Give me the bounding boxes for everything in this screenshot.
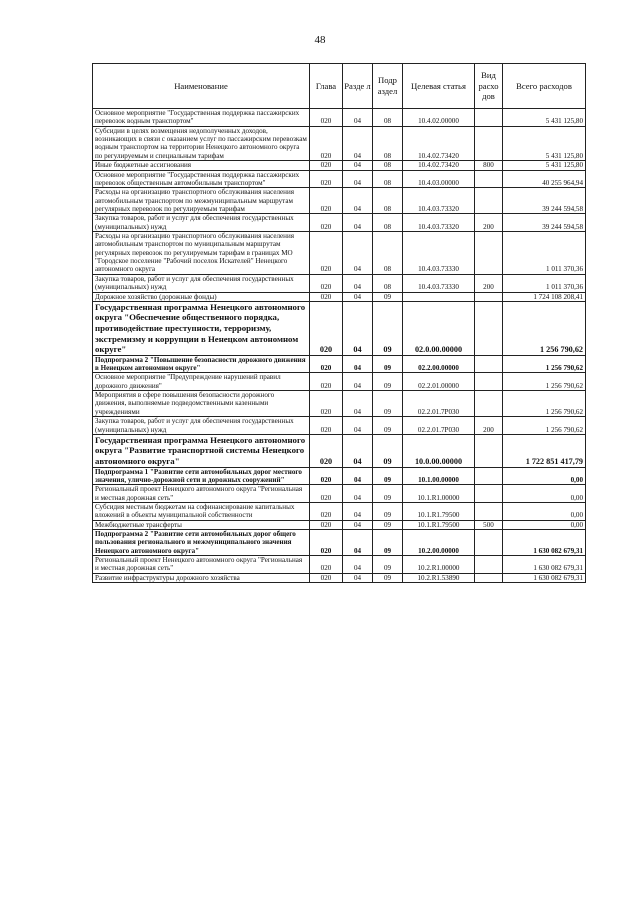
cell-chapter: 020 xyxy=(310,188,343,214)
cell-target-article: 02.2.01.7Р030 xyxy=(403,391,475,417)
cell-target-article: 10.1.R1.79500 xyxy=(403,520,475,529)
cell-chapter: 020 xyxy=(310,214,343,232)
cell-subsection: 08 xyxy=(373,214,403,232)
cell-chapter: 020 xyxy=(310,109,343,127)
cell-name: Мероприятия в сфере повышения безопасности дорожного движения, выполняемые подведомственными казенными учреждениями xyxy=(93,391,310,417)
cell-chapter: 020 xyxy=(310,417,343,435)
cell-expense-type xyxy=(475,301,503,355)
header-name: Наименование xyxy=(93,64,310,109)
header-chapter: Глава xyxy=(310,64,343,109)
cell-subsection: 08 xyxy=(373,109,403,127)
cell-total: 1 630 082 679,31 xyxy=(503,556,586,574)
header-total: Всего расходов xyxy=(503,64,586,109)
cell-section: 04 xyxy=(343,170,373,188)
cell-target-article: 10.4.03.73330 xyxy=(403,274,475,292)
cell-chapter: 020 xyxy=(310,434,343,467)
cell-subsection: 08 xyxy=(373,170,403,188)
cell-total: 1 630 082 679,31 xyxy=(503,573,586,582)
cell-total: 1 630 082 679,31 xyxy=(503,530,586,556)
cell-subsection: 09 xyxy=(373,355,403,373)
cell-subsection: 08 xyxy=(373,161,403,170)
cell-chapter: 020 xyxy=(310,373,343,391)
table-row xyxy=(93,214,586,232)
cell-expense-type xyxy=(475,502,503,520)
cell-name: Расходы на организацию транспортного обслуживания населения автомобильным транспортом по муниципальным маршрутам регулярных перевозок по регулируемым тарифам в границах МО "Городское поселение "Рабочий поселок Искателей" Ненецкого автономного округа xyxy=(93,232,310,275)
cell-section: 04 xyxy=(343,232,373,275)
cell-expense-type xyxy=(475,355,503,373)
cell-target-article: 10.4.03.73320 xyxy=(403,214,475,232)
cell-chapter: 020 xyxy=(310,292,343,301)
cell-name: Основное мероприятие "Предупреждение нарушений правил дорожного движения" xyxy=(93,373,310,391)
cell-section: 04 xyxy=(343,161,373,170)
cell-total: 0,00 xyxy=(503,467,586,485)
table-row xyxy=(93,434,586,467)
cell-expense-type: 800 xyxy=(475,161,503,170)
cell-target-article: 02.0.00.00000 xyxy=(403,301,475,355)
cell-section: 04 xyxy=(343,502,373,520)
cell-subsection: 09 xyxy=(373,391,403,417)
cell-subsection: 09 xyxy=(373,417,403,435)
cell-chapter: 020 xyxy=(310,530,343,556)
cell-subsection: 09 xyxy=(373,373,403,391)
table-row xyxy=(93,301,586,355)
cell-section: 04 xyxy=(343,520,373,529)
cell-target-article: 10.2.R1.00000 xyxy=(403,556,475,574)
cell-target-article: 02.2.00.00000 xyxy=(403,355,475,373)
table-row xyxy=(93,417,586,435)
cell-expense-type xyxy=(475,373,503,391)
cell-name: Основное мероприятие "Государственная поддержка пассажирских перевозок общественным автомобильным транспортом" xyxy=(93,170,310,188)
table-row xyxy=(93,391,586,417)
cell-section: 04 xyxy=(343,126,373,160)
table-row xyxy=(93,573,586,582)
cell-target-article: 10.4.02.00000 xyxy=(403,109,475,127)
cell-total: 1 724 108 208,41 xyxy=(503,292,586,301)
table-row xyxy=(93,232,586,275)
cell-name: Государственная программа Ненецкого автономного округа "Обеспечение общественного порядка, противодействие преступности, терроризму, экстремизму и коррупции в Ненецком автономном округе" xyxy=(93,301,310,355)
table-row xyxy=(93,556,586,574)
cell-name: Межбюджетные трансферты xyxy=(93,520,310,529)
cell-name: Иные бюджетные ассигнования xyxy=(93,161,310,170)
cell-total: 5 431 125,80 xyxy=(503,161,586,170)
cell-target-article: 10.0.00.00000 xyxy=(403,434,475,467)
cell-chapter: 020 xyxy=(310,355,343,373)
cell-section: 04 xyxy=(343,530,373,556)
cell-chapter: 020 xyxy=(310,391,343,417)
cell-expense-type: 200 xyxy=(475,214,503,232)
cell-section: 04 xyxy=(343,109,373,127)
table-row xyxy=(93,292,586,301)
cell-target-article: 10.4.03.73330 xyxy=(403,232,475,275)
cell-subsection: 08 xyxy=(373,232,403,275)
cell-expense-type xyxy=(475,232,503,275)
cell-expense-type: 200 xyxy=(475,417,503,435)
cell-total: 5 431 125,80 xyxy=(503,126,586,160)
cell-total: 40 255 964,94 xyxy=(503,170,586,188)
cell-subsection: 09 xyxy=(373,301,403,355)
cell-target-article: 10.2.00.00000 xyxy=(403,530,475,556)
cell-section: 04 xyxy=(343,434,373,467)
cell-expense-type xyxy=(475,170,503,188)
cell-total: 1 256 790,62 xyxy=(503,391,586,417)
header-target-article: Целевая статья xyxy=(403,64,475,109)
cell-expense-type: 200 xyxy=(475,274,503,292)
cell-expense-type xyxy=(475,467,503,485)
cell-target-article: 10.4.02.73420 xyxy=(403,161,475,170)
header-section: Разде л xyxy=(343,64,373,109)
cell-subsection: 09 xyxy=(373,556,403,574)
cell-section: 04 xyxy=(343,485,373,503)
cell-name: Расходы на организацию транспортного обслуживания населения автомобильным транспортом по межмуниципальным маршрутам регулярных перевозок по регулируемым тарифам xyxy=(93,188,310,214)
cell-subsection: 09 xyxy=(373,467,403,485)
cell-chapter: 020 xyxy=(310,232,343,275)
cell-target-article: 10.1.R1.79500 xyxy=(403,502,475,520)
cell-total: 0,00 xyxy=(503,502,586,520)
cell-subsection: 09 xyxy=(373,530,403,556)
cell-expense-type: 500 xyxy=(475,520,503,529)
cell-section: 04 xyxy=(343,301,373,355)
cell-name: Региональный проект Ненецкого автономного округа "Региональная и местная дорожная сеть" xyxy=(93,485,310,503)
cell-total: 1 011 370,36 xyxy=(503,232,586,275)
cell-section: 04 xyxy=(343,292,373,301)
table-row xyxy=(93,502,586,520)
cell-chapter: 020 xyxy=(310,170,343,188)
cell-chapter: 020 xyxy=(310,301,343,355)
cell-chapter: 020 xyxy=(310,573,343,582)
cell-total: 39 244 594,58 xyxy=(503,188,586,214)
cell-name: Подпрограмма 2 "Развитие сети автомобильных дорог общего пользования регионального и межмуниципального значения Ненецкого автономного округа" xyxy=(93,530,310,556)
cell-section: 04 xyxy=(343,391,373,417)
cell-target-article: 10.1.R1.00000 xyxy=(403,485,475,503)
cell-name: Государственная программа Ненецкого автономного округа "Развитие транспортной системы Ненецкого автономного округа" xyxy=(93,434,310,467)
cell-name: Подпрограмма 1 "Развитие сети автомобильных дорог местного значения, улично-дорожной сети и дорожных сооружений" xyxy=(93,467,310,485)
cell-expense-type xyxy=(475,109,503,127)
cell-section: 04 xyxy=(343,188,373,214)
cell-expense-type xyxy=(475,530,503,556)
cell-total: 0,00 xyxy=(503,520,586,529)
table-row xyxy=(93,355,586,373)
table-row xyxy=(93,109,586,127)
page-number: 48 xyxy=(314,34,326,46)
table-row xyxy=(93,170,586,188)
cell-chapter: 020 xyxy=(310,126,343,160)
table-row xyxy=(93,520,586,529)
cell-chapter: 020 xyxy=(310,485,343,503)
cell-target-article: 10.2.R1.53890 xyxy=(403,573,475,582)
cell-target-article: 02.2.01.7Р030 xyxy=(403,417,475,435)
cell-subsection: 09 xyxy=(373,292,403,301)
cell-target-article: 10.1.00.00000 xyxy=(403,467,475,485)
cell-subsection: 08 xyxy=(373,188,403,214)
cell-expense-type xyxy=(475,126,503,160)
cell-subsection: 09 xyxy=(373,434,403,467)
header-row xyxy=(93,64,586,109)
cell-subsection: 08 xyxy=(373,126,403,160)
cell-name: Субсидия местным бюджетам на софинансирование капитальных вложений в объекты муниципальной собственности xyxy=(93,502,310,520)
cell-expense-type xyxy=(475,391,503,417)
cell-subsection: 09 xyxy=(373,520,403,529)
cell-chapter: 020 xyxy=(310,161,343,170)
table-row xyxy=(93,373,586,391)
cell-name: Региональный проект Ненецкого автономного округа "Региональная и местная дорожная сеть" xyxy=(93,556,310,574)
table-row xyxy=(93,485,586,503)
cell-subsection: 08 xyxy=(373,274,403,292)
cell-target-article: 10.4.03.00000 xyxy=(403,170,475,188)
budget-table xyxy=(92,63,586,583)
cell-section: 04 xyxy=(343,417,373,435)
cell-total: 1 256 790,62 xyxy=(503,301,586,355)
cell-total: 1 256 790,62 xyxy=(503,355,586,373)
cell-total: 0,00 xyxy=(503,485,586,503)
cell-name: Подпрограмма 2 "Повышение безопасности дорожного движения в Ненецком автономном округе" xyxy=(93,355,310,373)
cell-name: Дорожное хозяйство (дорожные фонды) xyxy=(93,292,310,301)
header-expense-type: Вид расхо дов xyxy=(475,64,503,109)
cell-total: 1 722 851 417,79 xyxy=(503,434,586,467)
table-row xyxy=(93,188,586,214)
cell-name: Развитие инфраструктуры дорожного хозяйства xyxy=(93,573,310,582)
cell-expense-type xyxy=(475,556,503,574)
table-row xyxy=(93,274,586,292)
cell-target-article: 02.2.01.00000 xyxy=(403,373,475,391)
header-subsection: Подр аздел xyxy=(373,64,403,109)
cell-section: 04 xyxy=(343,355,373,373)
cell-subsection: 09 xyxy=(373,573,403,582)
cell-section: 04 xyxy=(343,214,373,232)
cell-name: Субсидии в целях возмещения недополученных доходов, возникающих в связи с оказанием услуг по пассажирским перевозкам водным транспортом на территории Ненецкого автономного округа по регулируемым и специальным тарифам xyxy=(93,126,310,160)
cell-expense-type xyxy=(475,485,503,503)
cell-name: Закупка товаров, работ и услуг для обеспечения государственных (муниципальных) нужд xyxy=(93,417,310,435)
cell-expense-type xyxy=(475,292,503,301)
cell-chapter: 020 xyxy=(310,274,343,292)
cell-target-article: 10.4.03.73320 xyxy=(403,188,475,214)
cell-name: Основное мероприятие "Государственная поддержка пассажирских перевозок водным транспортом" xyxy=(93,109,310,127)
cell-total: 1 011 370,36 xyxy=(503,274,586,292)
cell-section: 04 xyxy=(343,467,373,485)
cell-expense-type xyxy=(475,573,503,582)
cell-section: 04 xyxy=(343,274,373,292)
cell-section: 04 xyxy=(343,373,373,391)
cell-total: 1 256 790,62 xyxy=(503,417,586,435)
cell-chapter: 020 xyxy=(310,502,343,520)
cell-chapter: 020 xyxy=(310,520,343,529)
cell-name: Закупка товаров, работ и услуг для обеспечения государственных (муниципальных) нужд xyxy=(93,214,310,232)
table-row xyxy=(93,530,586,556)
cell-expense-type xyxy=(475,434,503,467)
cell-chapter: 020 xyxy=(310,556,343,574)
cell-section: 04 xyxy=(343,556,373,574)
cell-name: Закупка товаров, работ и услуг для обеспечения государственных (муниципальных) нужд xyxy=(93,274,310,292)
cell-target-article xyxy=(403,292,475,301)
cell-expense-type xyxy=(475,188,503,214)
cell-section: 04 xyxy=(343,573,373,582)
cell-total: 1 256 790,62 xyxy=(503,373,586,391)
cell-chapter: 020 xyxy=(310,467,343,485)
table-row xyxy=(93,467,586,485)
table-row xyxy=(93,161,586,170)
cell-total: 39 244 594,58 xyxy=(503,214,586,232)
cell-total: 5 431 125,80 xyxy=(503,109,586,127)
cell-subsection: 09 xyxy=(373,485,403,503)
cell-subsection: 09 xyxy=(373,502,403,520)
table-row xyxy=(93,126,586,160)
cell-target-article: 10.4.02.73420 xyxy=(403,126,475,160)
